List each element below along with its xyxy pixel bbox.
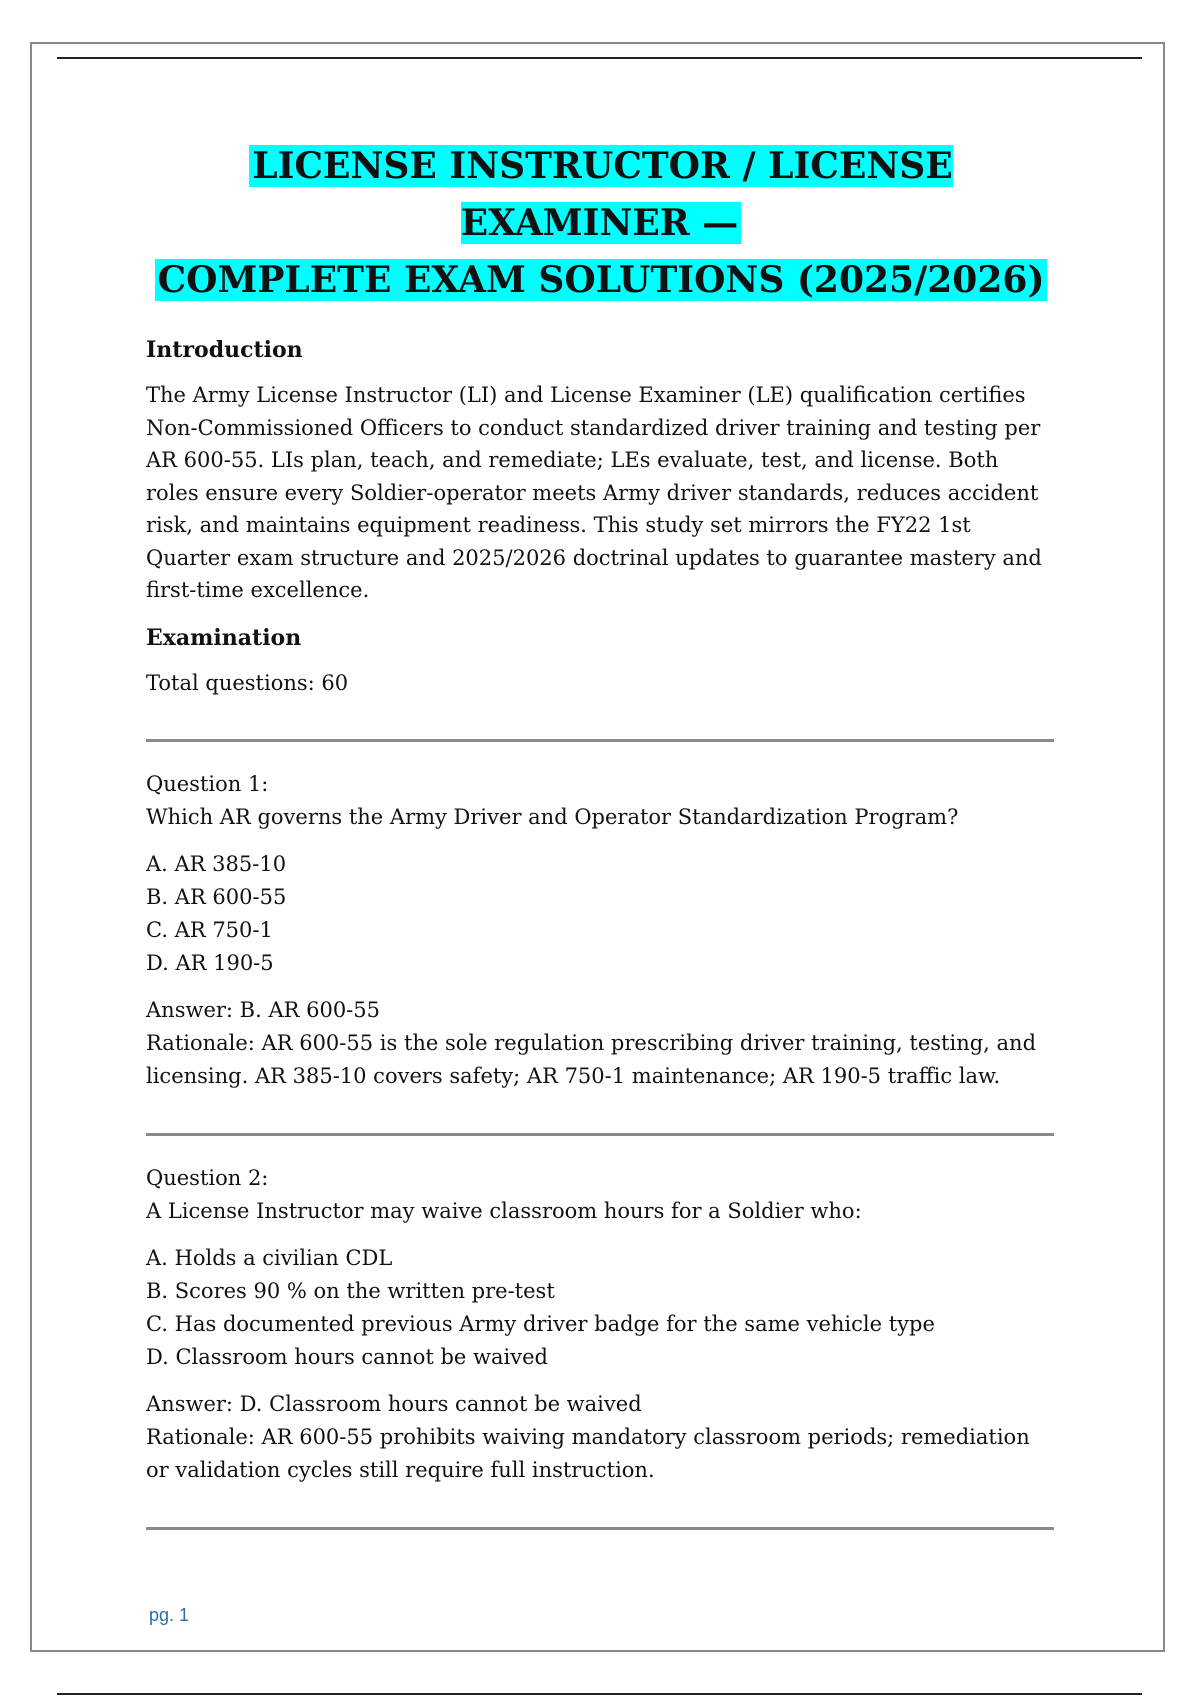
question-divider (146, 1133, 1054, 1136)
introduction-heading: Introduction (146, 337, 303, 363)
document-title (146, 138, 1056, 309)
option-c: C. Has documented previous Army driver badge for the same vehicle type (146, 1312, 935, 1336)
title-line-1: LICENSE INSTRUCTOR / LICENSE EXAMINER — (249, 145, 953, 244)
document-body (146, 138, 1056, 1530)
question-text: Which AR governs the Army Driver and Operator Standardization Program? (146, 805, 959, 829)
answer-options (146, 1242, 1056, 1374)
total-questions: Total questions: 60 (146, 670, 349, 695)
question-divider (146, 1527, 1054, 1530)
answer-block (146, 994, 1056, 1093)
answer-text: Answer: D. Classroom hours cannot be waived (146, 1392, 642, 1416)
option-b: B. Scores 90 % on the written pre-test (146, 1279, 555, 1303)
answer-block (146, 1388, 1056, 1487)
rationale-text: Rationale: AR 600-55 prohibits waiving mandatory classroom periods; remediation or validation cycles still require full instruction. (146, 1425, 1030, 1482)
option-d: D. AR 190-5 (146, 951, 274, 975)
page-number: pg. 1 (149, 1605, 190, 1625)
answer-text: Answer: B. AR 600-55 (146, 998, 380, 1022)
option-a: A. AR 385-10 (146, 852, 287, 876)
rationale-text: Rationale: AR 600-55 is the sole regulation prescribing driver training, testing, and licensing. AR 385-10 covers safety; AR 750-1 maintenance; AR 190-5 traffic law. (146, 1031, 1037, 1088)
option-a: A. Holds a civilian CDL (146, 1246, 393, 1270)
title-line-2: COMPLETE EXAM SOLUTIONS (2025/2026) (155, 259, 1048, 301)
option-b: B. AR 600-55 (146, 885, 287, 909)
section-divider (146, 739, 1054, 742)
option-c: C. AR 750-1 (146, 918, 273, 942)
question-2 (146, 1162, 1056, 1487)
header-rule (57, 57, 1142, 59)
answer-options (146, 848, 1056, 980)
footer-rule (57, 1693, 1142, 1695)
question-1 (146, 768, 1056, 1093)
option-d: D. Classroom hours cannot be waived (146, 1345, 548, 1369)
question-text: A License Instructor may waive classroom hours for a Soldier who: (146, 1199, 862, 1223)
introduction-paragraph: The Army License Instructor (LI) and License Examiner (LE) qualification certifies Non-Commissioned Officers to conduct standardized driver training and testing per AR 600-55. LIs plan, teach, and remediate; LEs evaluate, test, and license. Both roles ensure every Soldier-operator meets Army driver standards, reduces accident risk, and maintains equipment readiness. This study set mirrors the FY22 1st Quarter exam structure and 2025/2026 doctrinal updates to guarantee mastery and first-time excellence. (146, 383, 1042, 602)
question-label: Question 2: (146, 1166, 269, 1190)
examination-heading: Examination (146, 624, 302, 651)
question-label: Question 1: (146, 772, 269, 796)
